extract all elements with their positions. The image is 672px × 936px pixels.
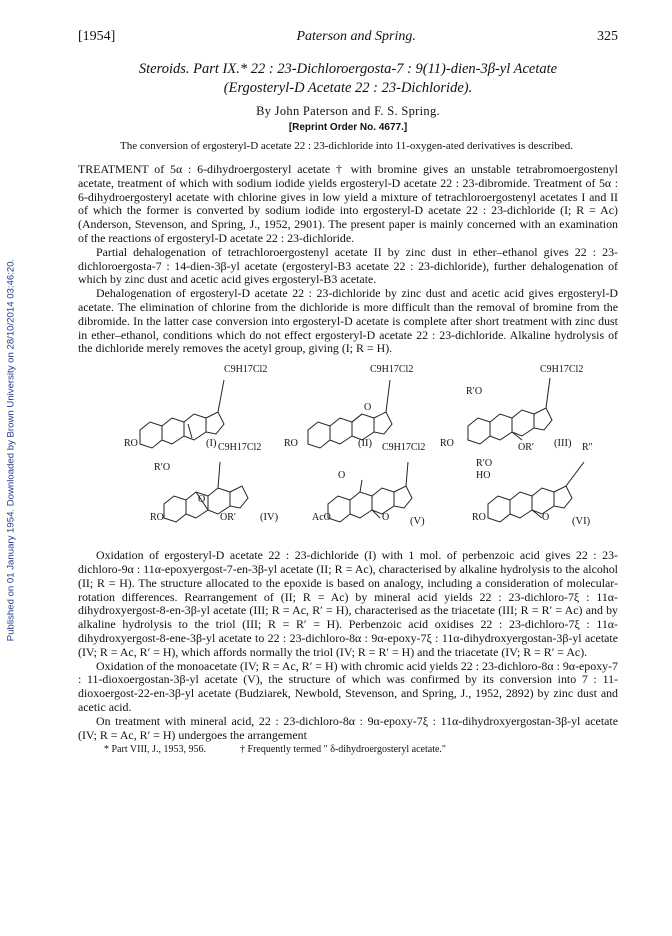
download-watermark-text: Published on 01 January 1954. Downloaded by Brown University on 28/10/2014 03:46:20.: [5, 258, 17, 642]
footnotes: [78, 744, 618, 755]
structure-VI: [488, 462, 584, 522]
label-RO-I: RO: [124, 438, 138, 450]
label-RO-II: RO: [284, 438, 298, 450]
side-chain-R-double-prime: R″: [582, 442, 593, 454]
label-epoxide-O-II: O: [364, 402, 372, 414]
label-RO-VI: RO: [472, 512, 486, 524]
label-keto-O-V: O: [338, 470, 346, 482]
running-head-year: [1954]: [78, 29, 116, 44]
compound-label-IV: (IV): [260, 512, 279, 524]
side-chain-formula-V: C9H17Cl2: [382, 442, 426, 454]
label-RO-IV: RO: [150, 512, 164, 524]
side-chain-formula-III: C9H17Cl2: [540, 364, 584, 376]
label-keto-O-V-2: O: [382, 512, 390, 524]
footnote-dagger: † Frequently termed " δ-dihydroergosteryl acetate.": [240, 744, 446, 756]
compound-label-I: (I): [206, 438, 217, 450]
journal-page: [78, 28, 618, 755]
byline: By John Paterson and F. S. Spring.: [256, 104, 440, 118]
label-R-prime-O-VI: R′O: [476, 458, 493, 470]
compound-label-II: (II): [358, 438, 372, 450]
label-OR-prime-IV: OR′: [220, 512, 237, 524]
paragraph-6: On treatment with mineral acid, 22 : 23-dichloro-8α : 9α-epoxy-7ξ : 11α-dihydroxyergostan-3β-yl acetate (IV; R = Ac, R′ = H) undergoes the arrangement: [78, 713, 618, 742]
label-keto-O-VI: O: [542, 512, 550, 524]
label-epoxide-O-IV: O: [198, 494, 206, 506]
label-R-prime-O-IV: R′O: [154, 462, 171, 474]
side-chain-formula-IV: C9H17Cl2: [218, 442, 262, 454]
label-R-prime-O-III: R′O: [466, 386, 483, 398]
side-chain-formula-II: C9H17Cl2: [370, 364, 414, 376]
paragraph-5: Oxidation of the monoacetate (IV; R = Ac, R′ = H) with chromic acid yields 22 : 23-dichloro-8α : 9α-epoxy-7 : 11-dioxoergostan-3β-yl acetate (V), the structure of which was confirmed by its conversion into 7 : 11-dioxoergost-22-en-3β-yl acetate (Budziarek, Newbold, Stevenson, and Spring, J., 1952, 2892) by zinc dust and acetic acid.: [78, 658, 618, 714]
structure-II: [308, 380, 392, 448]
download-watermark: [2, 130, 20, 770]
reprint-order: [Reprint Order No. 4677.]: [288, 122, 408, 133]
label-RO-III: RO: [440, 438, 454, 450]
article-body: [78, 163, 618, 742]
title-line-1: Steroids. Part IX.* 22 : 23-Dichloroergosta-7 : 9(11)-dien-3β-yl Acetate: [138, 61, 558, 77]
abstract: The conversion of ergosteryl-D acetate 22 : 23-dichloride into 11-oxygen-ated derivatives is described.: [120, 140, 573, 152]
running-head: [78, 28, 618, 46]
paragraph-2: Partial dehalogenation of tetrachloroergostenyl acetate II by zinc dust in ether–ethanol gives 22 : 23-dichloroergosta-7 : 14-dien-3β-yl acetate (ergosteryl-B3 acetate 22 : 23-dichloride), further dehalogenation of which by zinc dust and acetic acid gives ergosteryl-B3 acetate.: [78, 244, 618, 287]
label-HO-VI: HO: [476, 470, 491, 482]
label-AcO-V: AcO: [312, 512, 331, 524]
side-chain-formula-I: C9H17Cl2: [224, 364, 268, 376]
article-title: [78, 60, 618, 98]
label-OR-prime-III: OR′: [518, 442, 535, 454]
compound-label-V: (V): [410, 516, 425, 528]
compound-label-III: (III): [554, 438, 572, 450]
structure-figure: [78, 360, 618, 546]
footnote-star: * Part VIII, J., 1953, 956.: [104, 744, 207, 756]
title-line-2: (Ergosteryl-D Acetate 22 : 23-Dichloride).: [223, 80, 473, 96]
paragraph-4: Oxidation of ergosteryl-D acetate 22 : 23-dichloride (I) with 1 mol. of perbenzoic acid gives 22 : 23-dichloro-9α : 11α-epoxyergost-7-en-3β-yl acetate (II; R = Ac), characterised by alkaline hydrolysis to the alcohol (II; R = H). The structure allocated to the epoxide is based on analogy, including a consideration of molecular-rotation differences. Rearrangement of (II; R = Ac) by mineral acid yields 22 : 23-dichloro-7ξ : 11α-dihydroxyergost-8-en-3β-yl acetate (III; R = Ac, R′ = H), characterised as the triacetate (III; R = R′ = Ac) and by alkaline hydrolysis to the triol (III; R = R′ = H). Perbenzoic acid oxidises 22 : 23-dichloro-7ξ : 11α-dihydroxyergost-8-ene-3β-yl acetate to 22 : 23-dichloro-8α : 9α-epoxy-7ξ : 11α-dihydroxyergostan-3β-yl acetate (IV; R = Ac, R′ = H), which affords normally the triol (IV; R = R′ = H) and the triacetate (IV; R = R′ = Ac).: [78, 548, 618, 659]
page-number: 325: [597, 29, 618, 44]
running-head-authors: Paterson and Spring.: [296, 29, 416, 44]
paragraph-3: Dehalogenation of ergosteryl-D acetate 22 : 23-dichloride by zinc dust and acetic acid gives ergosteryl-D acetate. The elimination of chlorine from the dichloride is more difficult than the removal of bromine from the dibromide. In the latter case conversion into ergosteryl-D acetate is complete after short treatment with zinc dust in ether–ethanol, conditions which do not effect ergosteryl-D acetate 22 : 23-dichloride. Alkaline hydrolysis of the dichloride merely removes the acetyl group, giving (I; R = H).: [78, 286, 618, 356]
compound-label-VI: (VI): [572, 516, 591, 528]
paragraph-1: TREATMENT of 5α : 6-dihydroergosteryl acetate † with bromine gives an unstable tetrabromoergostenyl acetate, treatment of which with sodium iodide yields ergosteryl-D acetate 22 : 23-dibromide. Treatment of 5α : 6-dihydroergosteryl acetate with chlorine gives in low yield a mixture of tetrachloroergostenyl acetates I and II of which the former is converted by sodium iodide into ergosteryl-D acetate 22 : 23-dichloride (I; R = Ac) (Anderson, Stevenson, and Spring, J., 1952, 2901). The present paper is mainly concerned with an examination of the reactions of ergosteryl-D acetate 22 : 23-dichloride.: [78, 162, 618, 245]
